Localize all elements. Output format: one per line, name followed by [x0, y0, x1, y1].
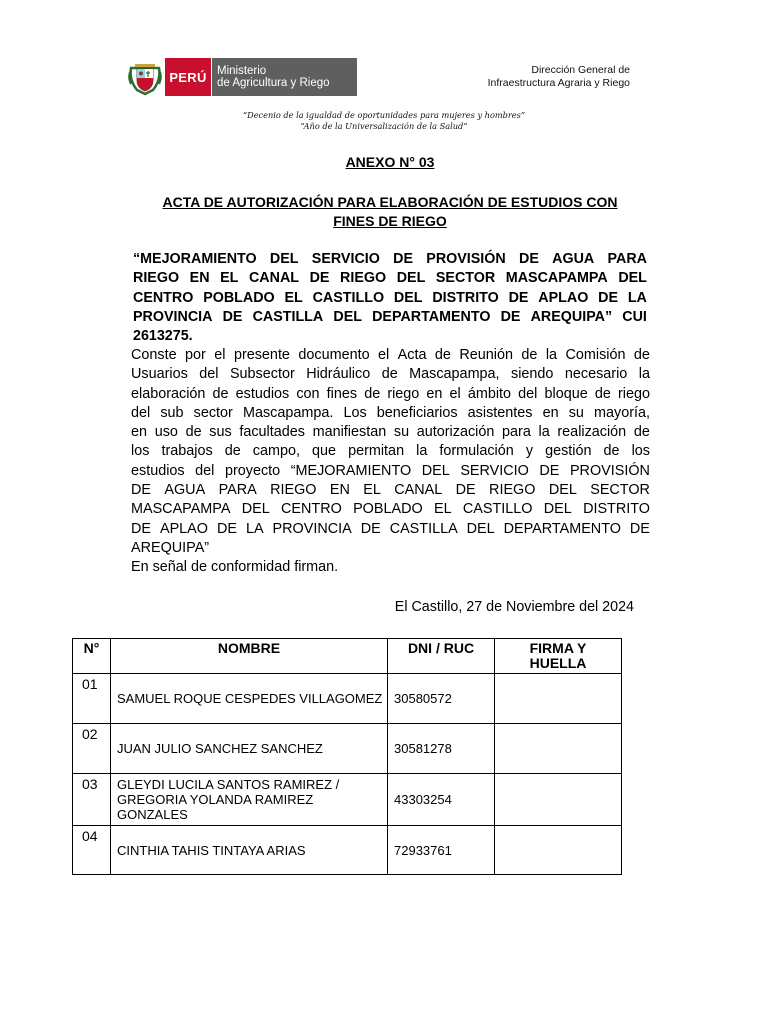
body-word: trabajos	[161, 443, 213, 460]
row-num: 02	[73, 724, 111, 774]
row-dni: 72933761	[388, 826, 495, 875]
project-word: CANAL	[248, 270, 300, 287]
body-word: RIEGO	[270, 482, 317, 499]
project-word: DEL	[269, 251, 299, 267]
project-word: SERVICIO	[311, 251, 380, 267]
body-word: DEL	[241, 501, 270, 518]
row-name: CINTHIA TAHIS TINTAYA ARIAS	[111, 826, 388, 875]
body-word: DEL	[548, 482, 577, 499]
body-word: en	[542, 404, 559, 421]
anexo-title: ANEXO N° 03	[345, 154, 435, 170]
body-word: Mascapampa.	[242, 404, 334, 421]
body-word: de	[633, 347, 650, 363]
body-word: sub	[160, 404, 184, 421]
body-word: DE	[455, 482, 476, 499]
project-word: RIEGO	[340, 270, 387, 287]
row-num: 04	[73, 826, 111, 875]
project-word: DE	[309, 270, 330, 287]
project-word: PROVINCIA	[133, 308, 213, 325]
table-row	[73, 826, 622, 875]
body-word: del	[131, 404, 151, 421]
body-word: estudios	[131, 462, 185, 479]
body-word: APLAO	[159, 520, 208, 537]
body-word: DISTRITO	[583, 501, 650, 518]
body-word: DEPARTAMENTO	[503, 520, 621, 537]
project-word: DEL	[333, 308, 362, 325]
body-line	[131, 385, 650, 404]
date-line: El Castillo, 27 de Noviembre del 2024	[394, 599, 634, 615]
row-firma[interactable]	[495, 724, 622, 774]
signature-table	[72, 638, 622, 875]
body-word: permitan	[348, 443, 405, 460]
project-word: LA	[627, 289, 647, 306]
header-firma	[495, 639, 622, 674]
dgia-line1: Dirección General de	[531, 64, 630, 76]
body-word: del	[199, 366, 219, 383]
body-word: elaboración	[131, 385, 206, 402]
project-word: DE	[519, 251, 539, 267]
table-row	[73, 674, 622, 724]
body-word: la	[538, 424, 550, 441]
body-word: gestión	[545, 443, 592, 460]
body-word: Los	[343, 404, 367, 421]
body-word: estudios	[235, 385, 290, 402]
project-cui: 2613275.	[133, 328, 193, 345]
project-word: EN	[189, 270, 210, 287]
body-word: riego	[617, 385, 650, 402]
body-word: CENTRO	[281, 501, 342, 518]
body-word: Mascapampa,	[409, 366, 500, 383]
row-dni: 30580572	[388, 674, 495, 724]
project-word: CASTILLA	[252, 308, 324, 325]
body-word: PROVINCIA	[272, 520, 352, 537]
body-word: la	[638, 366, 650, 383]
body-word: Conste	[131, 347, 177, 363]
body-word: la	[416, 443, 428, 460]
project-word: AGUA	[552, 251, 595, 267]
body-word: DE	[360, 520, 381, 537]
body-word: campo,	[252, 443, 300, 460]
row-dni: 43303254	[388, 774, 495, 826]
header-dni: DNI / RUC	[388, 639, 495, 674]
body-word: CANAL	[394, 482, 443, 499]
project-name	[133, 250, 647, 346]
acta-title-line1: ACTA DE AUTORIZACIÓN PARA ELABORACIÓN DE ESTUDIOS CON	[162, 194, 618, 210]
project-word: RIEGO	[133, 270, 180, 287]
project-word: APLAO	[538, 289, 589, 306]
project-word: DEPARTAMENTO	[372, 308, 491, 325]
body-line	[131, 346, 650, 365]
body-word: de	[224, 443, 241, 460]
body-word: necesario	[564, 366, 628, 383]
row-firma[interactable]	[495, 774, 622, 826]
body-word: SERVICIO	[460, 462, 529, 479]
motto	[150, 110, 618, 132]
body-word: RIEGO	[489, 482, 536, 499]
body-word: Usuarios	[131, 366, 188, 383]
body-tail-2: En señal de conformidad firman.	[131, 559, 339, 576]
body-word: sector	[193, 404, 233, 421]
project-word: PROVISIÓN	[426, 251, 506, 267]
row-name: SAMUEL ROQUE CESPEDES VILLAGOMEZ	[111, 674, 388, 724]
body-tail-1-text: AREQUIPA”	[131, 539, 210, 556]
body-word: de	[521, 347, 538, 363]
body-word: en	[131, 424, 148, 441]
project-word: CASTILLO	[312, 289, 385, 306]
body-word: DEL	[421, 462, 450, 479]
body-word: “MEJORAMIENTO	[290, 462, 412, 479]
body-line	[131, 500, 650, 519]
acta-title-line2: FINES DE RIEGO	[333, 213, 447, 229]
body-word: el	[449, 385, 461, 402]
body-word: DE	[131, 482, 151, 499]
body-word: del	[518, 385, 538, 402]
body-word: de	[381, 366, 398, 383]
ministry-line2: de Agricultura y Riego	[217, 77, 330, 89]
project-word: DEL	[393, 289, 423, 306]
project-word: DE	[500, 308, 521, 325]
body-word: LA	[245, 520, 264, 537]
dgia-line2: Infraestructura Agraria y Riego	[487, 77, 630, 89]
body-word: autorización	[416, 424, 495, 441]
body-word: los	[131, 443, 150, 460]
body-word: proyecto	[224, 462, 281, 479]
project-word: POBLADO	[203, 289, 275, 306]
body-word: el	[214, 347, 226, 363]
project-line	[133, 250, 647, 269]
body-word: de	[594, 385, 611, 402]
body-word: CASTILLO	[462, 501, 533, 518]
project-word: DE	[222, 308, 243, 325]
row-dni: 30581278	[388, 724, 495, 774]
body-word: de	[364, 385, 381, 402]
motto-line1: “Decenio de la igualdad de oportunidades para mujeres y hombres”	[242, 110, 526, 120]
header-firma-text: FIRMA Y HUELLA	[529, 640, 587, 671]
body-word: riego	[387, 385, 420, 402]
body-word: beneficiarios	[376, 404, 458, 421]
body-line	[131, 520, 650, 539]
project-word: DE	[393, 251, 414, 267]
body-word: de	[434, 347, 451, 363]
body-word: documento	[298, 347, 370, 363]
dgia-label	[440, 64, 630, 90]
body-word: DE	[131, 520, 151, 537]
body-word: EL	[363, 482, 381, 499]
body-word: por	[185, 347, 206, 363]
body-word: el	[378, 347, 390, 363]
body-word: realización	[557, 424, 627, 441]
body-line	[131, 404, 650, 423]
body-word: DE	[629, 520, 650, 537]
body-word: SECTOR	[590, 482, 650, 499]
body-line	[131, 423, 650, 442]
body-word: de	[603, 443, 620, 460]
motto-line2: “Año de la Universalización de la Salud”	[300, 121, 468, 131]
project-word: DE	[598, 289, 619, 306]
body-word: mayoría,	[594, 404, 650, 421]
project-word: SECTOR	[435, 270, 496, 287]
body-word: ámbito	[467, 385, 512, 402]
body-word: asistentes	[467, 404, 533, 421]
body-word: presente	[233, 347, 290, 363]
project-word: “MEJORAMIENTO	[133, 251, 257, 267]
project-word: CUI	[622, 308, 647, 325]
project-word: DISTRITO	[432, 289, 499, 306]
body-word: POBLADO	[353, 501, 423, 518]
project-word: DEL	[396, 270, 426, 287]
project-line	[133, 289, 647, 308]
body-line	[131, 462, 650, 481]
row-num: 03	[73, 774, 111, 826]
body-paragraph	[131, 346, 650, 578]
body-word: de	[185, 424, 202, 441]
body-word: DE	[216, 520, 237, 537]
body-word: Hidráulico	[306, 366, 371, 383]
body-word: MASCAPAMPA	[131, 501, 231, 518]
table-header-row	[73, 639, 622, 674]
body-word: y	[525, 443, 534, 460]
body-tail-1	[131, 539, 650, 558]
body-word: para	[502, 424, 531, 441]
body-word: la	[545, 347, 558, 363]
body-word: AGUA	[164, 482, 206, 499]
body-word: sus	[209, 424, 232, 441]
body-word: de	[212, 385, 229, 402]
project-line	[133, 308, 647, 327]
ministry-line1: Ministerio	[217, 65, 267, 77]
project-word: MASCAPAMPA	[505, 270, 608, 287]
row-num: 01	[73, 674, 111, 724]
row-name: GLEYDI LUCILA SANTOS RAMIREZ / GREGORIA YOLANDA RAMIREZ GONZALES	[111, 774, 388, 826]
body-word: DEL	[466, 520, 495, 537]
row-firma[interactable]	[495, 826, 622, 875]
body-word: EL	[433, 501, 452, 518]
body-word: PARA	[218, 482, 257, 499]
body-word: Acta	[397, 347, 427, 363]
body-word: PROVISIÓN	[569, 462, 650, 479]
peru-coat-of-arms-icon	[127, 58, 163, 96]
body-word: formulación	[439, 443, 514, 460]
body-word: fines	[326, 385, 358, 402]
project-word: AREQUIPA”	[530, 308, 613, 325]
project-line	[133, 269, 647, 288]
header-num: N°	[73, 639, 111, 674]
table-row	[73, 774, 622, 826]
body-word: EN	[329, 482, 350, 499]
row-name: JUAN JULIO SANCHEZ SANCHEZ	[111, 724, 388, 774]
body-word: manifiestan	[312, 424, 387, 441]
project-word: DEL	[618, 270, 647, 287]
body-word: DEL	[543, 501, 572, 518]
body-word: su	[393, 424, 410, 441]
body-word: Reunión	[459, 347, 513, 363]
body-word: con	[296, 385, 320, 402]
body-word: siendo	[511, 366, 554, 383]
body-word: bloque	[544, 385, 588, 402]
body-word: del	[195, 462, 215, 479]
body-word: de	[633, 424, 650, 441]
body-word: facultades	[239, 424, 305, 441]
project-word: PARA	[607, 251, 647, 267]
body-word: los	[631, 443, 650, 460]
project-word: EL	[284, 289, 303, 306]
acta-title	[130, 193, 650, 231]
body-word: Subsector	[229, 366, 295, 383]
peru-logo: PERÚ	[165, 58, 211, 96]
body-word: su	[568, 404, 584, 421]
project-word: DE	[508, 289, 529, 306]
body-word: Comisión	[565, 347, 626, 363]
body-line	[131, 442, 650, 461]
body-word: uso	[154, 424, 178, 441]
body-line	[131, 481, 650, 500]
body-word: CASTILLA	[389, 520, 458, 537]
body-line	[131, 365, 650, 384]
ministry-logo	[212, 58, 357, 96]
project-word: EL	[220, 270, 239, 287]
body-word: en	[426, 385, 443, 402]
body-word: que	[312, 443, 337, 460]
body-word: DE	[539, 462, 560, 479]
project-word: CENTRO	[133, 289, 194, 306]
header-nombre: NOMBRE	[111, 639, 388, 674]
table-row	[73, 724, 622, 774]
row-firma[interactable]	[495, 674, 622, 724]
